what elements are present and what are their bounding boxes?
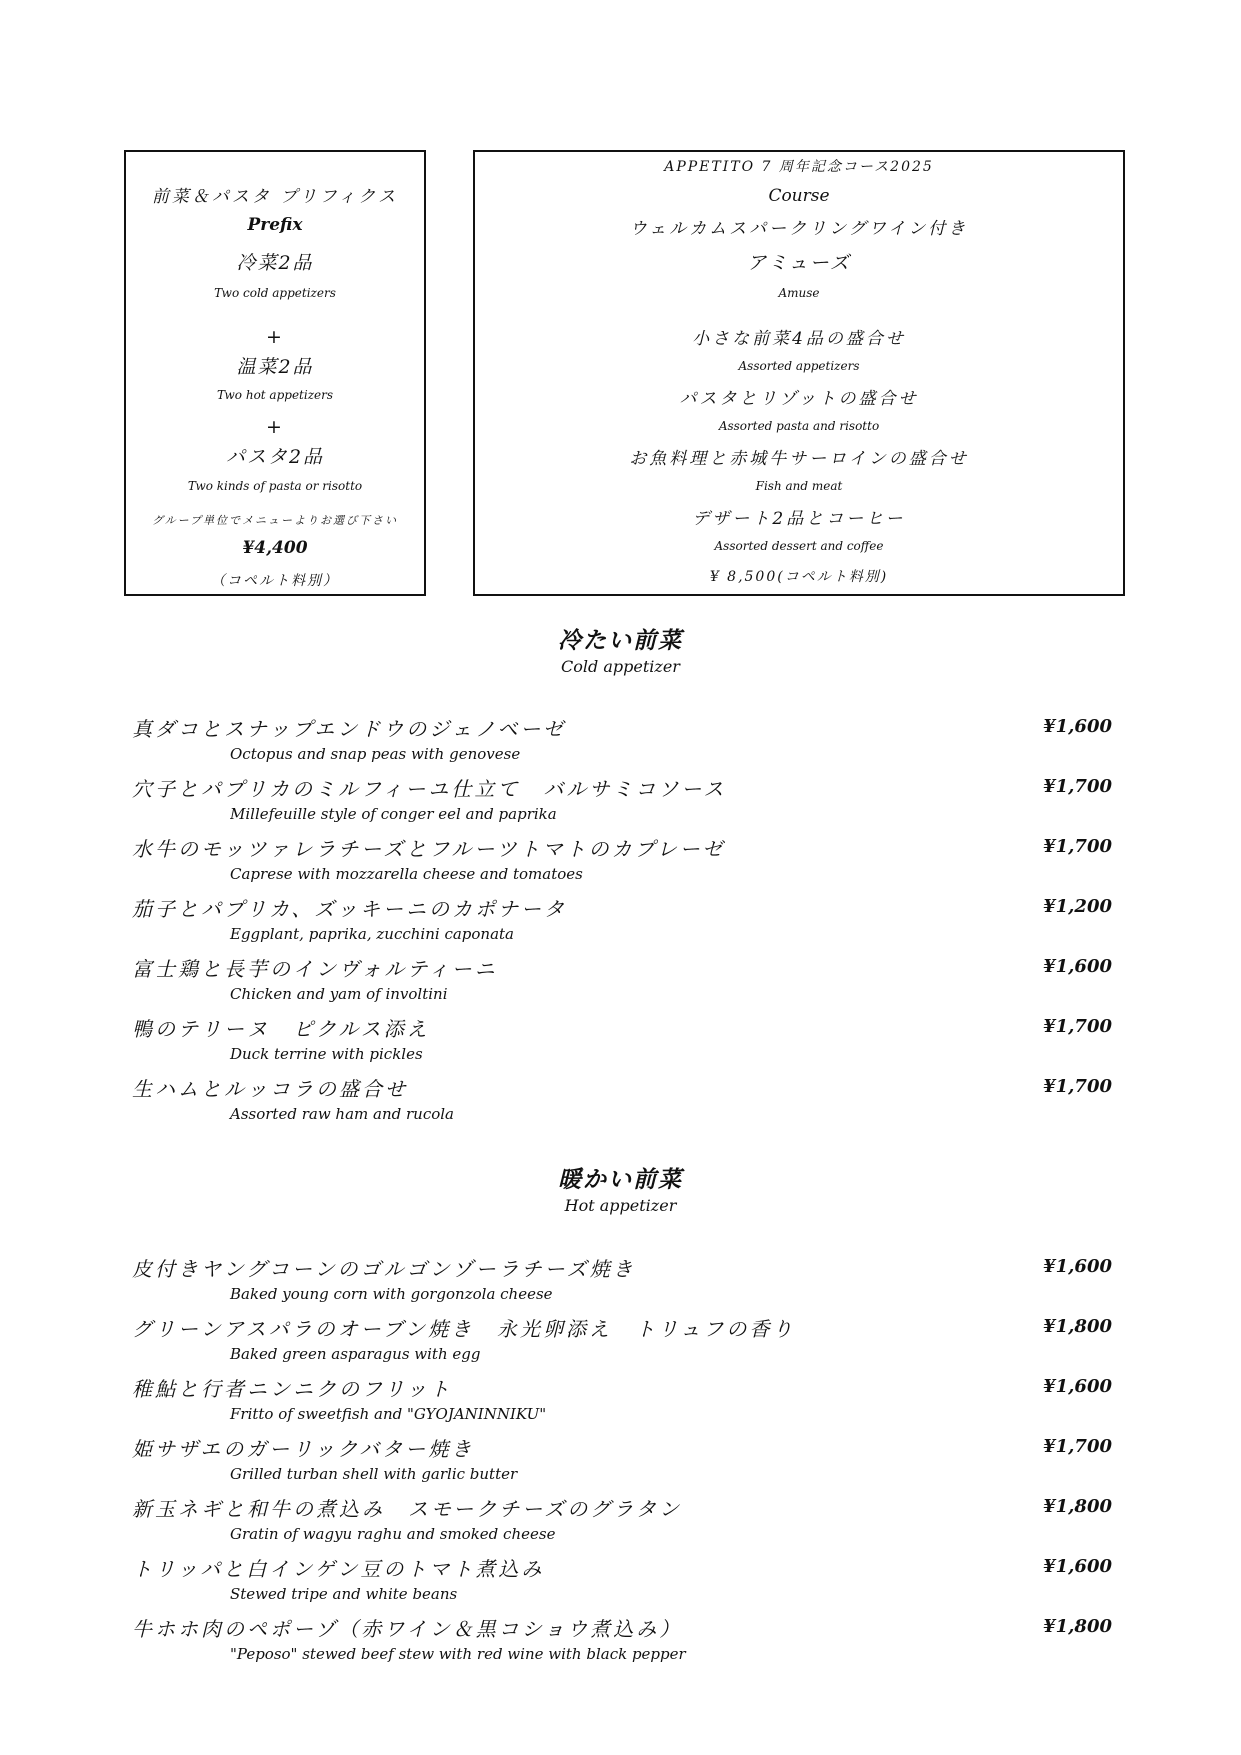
item-name-en: Millefeuille style of conger eel and paprika [230, 805, 557, 823]
menu-item [132, 1013, 1112, 1073]
course-price: ¥ 8,500(コペルト料別) [709, 569, 889, 585]
cold-section-heading [0, 622, 1241, 676]
course-title: APPETITO 7 周年記念コース2025 [664, 159, 934, 175]
item-price: ¥1,200 [1043, 896, 1112, 917]
menu-item [132, 1253, 1112, 1313]
item-name-en: Stewed tripe and white beans [230, 1585, 458, 1603]
menu-item [132, 1493, 1112, 1553]
hot-title-en: Hot appetizer [564, 1196, 677, 1215]
course-subtitle: Course [768, 186, 830, 206]
item-name-en: Grilled turban shell with garlic butter [230, 1465, 518, 1483]
item-name-en: Assorted raw ham and rucola [230, 1105, 454, 1123]
prefix-plus-2: + [266, 416, 284, 438]
item-name-en: "Peposo" stewed beef stew with red wine with black pepper [230, 1645, 686, 1663]
item-name-en: Octopus and snap peas with genovese [230, 745, 521, 763]
item-name-jp: 新玉ネギと和牛の煮込み スモークチーズのグラタン [132, 1497, 682, 1521]
item-name-en: Eggplant, paprika, zucchini caponata [230, 925, 515, 943]
menu-item [132, 713, 1112, 773]
item-name-en: Duck terrine with pickles [230, 1045, 423, 1063]
item-name-en: Chicken and yam of involtini [230, 985, 448, 1003]
item-price: ¥1,700 [1043, 1436, 1112, 1457]
menu-item [132, 893, 1112, 953]
menu-item [132, 1553, 1112, 1613]
menu-item [132, 833, 1112, 893]
course-appetizer-jp: 小さな前菜4品の盛合せ [692, 329, 906, 349]
item-name-jp: 生ハムとルッコラの盛合せ [132, 1077, 408, 1101]
item-price: ¥1,800 [1043, 1316, 1112, 1337]
course-amuse-jp: アミューズ [747, 252, 851, 274]
item-price: ¥1,600 [1043, 1256, 1112, 1277]
prefix-title: 前菜＆パスタ プリフィクス [151, 187, 399, 207]
item-price: ¥1,600 [1043, 1376, 1112, 1397]
item-price: ¥1,600 [1043, 716, 1112, 737]
item-price: ¥1,600 [1043, 1556, 1112, 1577]
item-name-jp: 稚鮎と行者ニンニクのフリット [132, 1377, 453, 1401]
prefix-cold-jp: 冷菜2品 [236, 252, 314, 274]
item-name-jp: 皮付きヤングコーンのゴルゴンゾーラチーズ焼き [132, 1257, 636, 1281]
course-dessert-jp: デザート2品とコーヒー [692, 509, 906, 529]
menu-item [132, 1073, 1112, 1133]
item-price: ¥1,700 [1043, 1076, 1112, 1097]
item-name-jp: トリッパと白インゲン豆のトマト煮込み [132, 1557, 545, 1581]
prefix-pasta-en: Two kinds of pasta or risotto [187, 479, 363, 493]
course-appetizer-en: Assorted appetizers [738, 359, 860, 373]
hot-section-heading [0, 1161, 1241, 1215]
menu-item [132, 1373, 1112, 1433]
prefix-hot-jp: 温菜2品 [236, 356, 314, 378]
prefix-cold-en: Two cold appetizers [214, 286, 336, 300]
course-main-jp: お魚料理と赤城牛サーロインの盛合せ [629, 449, 969, 469]
course-welcome: ウェルカムスパークリングワイン付き [629, 219, 969, 239]
item-name-jp: 姫サザエのガーリックバター焼き [132, 1437, 475, 1461]
item-name-en: Baked young corn with gorgonzola cheese [230, 1285, 553, 1303]
item-price: ¥1,800 [1043, 1496, 1112, 1517]
item-name-en: Baked green asparagus with egg [230, 1345, 481, 1363]
menu-item [132, 773, 1112, 833]
prefix-note: グループ単位でメニューよりお選び下さい [151, 514, 399, 527]
prefix-subtitle: Prefix [247, 215, 303, 235]
item-name-jp: 穴子とパプリカのミルフィーユ仕立て バルサミコソース [132, 777, 727, 801]
item-price: ¥1,700 [1043, 1016, 1112, 1037]
item-price: ¥1,700 [1043, 776, 1112, 797]
item-price: ¥1,800 [1043, 1616, 1112, 1637]
course-pasta-jp: パスタとリゾットの盛合せ [679, 389, 919, 409]
item-name-jp: 富士鶏と長芋のインヴォルティーニ [132, 957, 498, 981]
item-name-en: Gratin of wagyu raghu and smoked cheese [230, 1525, 556, 1543]
prefix-pasta-jp: パスタ2品 [225, 446, 325, 468]
course-pasta-en: Assorted pasta and risotto [718, 419, 880, 433]
cold-title-en: Cold appetizer [561, 657, 680, 676]
item-name-jp: 牛ホホ肉のペポーゾ（赤ワイン＆黒コショウ煮込み） [132, 1617, 683, 1641]
prefix-price: ¥4,400 [242, 538, 308, 558]
item-name-en: Fritto of sweetfish and "GYOJANINNIKU" [230, 1405, 547, 1423]
item-name-jp: 茄子とパプリカ、ズッキーニのカポナータ [132, 897, 567, 921]
item-name-en: Caprese with mozzarella cheese and tomatoes [230, 865, 583, 883]
cold-title-jp: 冷たい前菜 [558, 627, 683, 654]
course-amuse-en: Amuse [778, 286, 820, 300]
item-price: ¥1,700 [1043, 836, 1112, 857]
menu-item [132, 1313, 1112, 1373]
menu-item [132, 1613, 1112, 1673]
item-name-jp: 水牛のモッツァレラチーズとフルーツトマトのカプレーゼ [132, 837, 726, 861]
course-dessert-en: Assorted dessert and coffee [714, 539, 884, 553]
prefix-box [124, 150, 426, 596]
course-box [473, 150, 1125, 596]
menu-item [132, 953, 1112, 1013]
prefix-cover-note: （コペルト料別） [211, 573, 339, 589]
item-price: ¥1,600 [1043, 956, 1112, 977]
prefix-plus-1: + [266, 326, 284, 348]
hot-title-jp: 暖かい前菜 [558, 1166, 683, 1193]
course-main-en: Fish and meat [755, 479, 843, 493]
item-name-jp: 真ダコとスナップエンドウのジェノベーゼ [132, 717, 566, 741]
prefix-hot-en: Two hot appetizers [216, 388, 334, 402]
item-name-jp: グリーンアスパラのオーブン焼き 永光卵添え トリュフの香り [132, 1317, 796, 1341]
menu-item [132, 1433, 1112, 1493]
item-name-jp: 鴨のテリーヌ ピクルス添え [132, 1017, 430, 1041]
